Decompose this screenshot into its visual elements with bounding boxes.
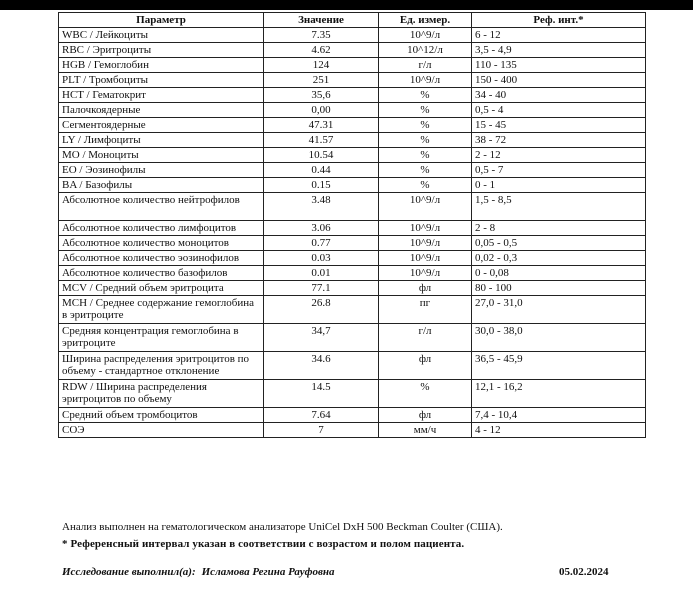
cell-unit: % (379, 133, 472, 148)
cell-reference: 0 - 1 (472, 178, 646, 193)
cell-unit: фл (379, 408, 472, 423)
top-edge-bar (0, 0, 693, 10)
performed-by-name: Исламова Регина Рауфовна (201, 566, 335, 578)
table-row (59, 236, 646, 251)
cell-reference: 30,0 - 38,0 (472, 324, 646, 352)
cell-value: 0,00 (264, 103, 379, 118)
table-row (59, 251, 646, 266)
table-row (59, 73, 646, 88)
cell-value: 0.44 (264, 163, 379, 178)
table-row (59, 148, 646, 163)
table-row (59, 88, 646, 103)
cell-reference: 2 - 8 (472, 221, 646, 236)
table-row (59, 28, 646, 43)
cell-unit: фл (379, 281, 472, 296)
cell-value: 47.31 (264, 118, 379, 133)
table-row (59, 408, 646, 423)
table-row (59, 296, 646, 324)
cell-reference: 6 - 12 (472, 28, 646, 43)
cell-reference: 36,5 - 45,9 (472, 352, 646, 380)
cell-unit: фл (379, 352, 472, 380)
cell-parameter: WBC / Лейкоциты (59, 28, 264, 43)
header-value: Значение (264, 13, 379, 28)
cell-parameter: Средняя концентрация гемоглобина в эритроците (59, 324, 264, 352)
cell-value: 7 (264, 423, 379, 438)
cell-reference: 7,4 - 10,4 (472, 408, 646, 423)
cell-parameter: EO / Эозинофилы (59, 163, 264, 178)
cell-parameter: PLT / Тромбоциты (59, 73, 264, 88)
cell-reference: 1,5 - 8,5 (472, 193, 646, 221)
cell-reference: 0,05 - 0,5 (472, 236, 646, 251)
table-row (59, 423, 646, 438)
cell-unit: 10^9/л (379, 73, 472, 88)
cell-value: 0.01 (264, 266, 379, 281)
cell-reference: 34 - 40 (472, 88, 646, 103)
cell-unit: % (379, 163, 472, 178)
cell-unit: 10^9/л (379, 221, 472, 236)
table-row (59, 281, 646, 296)
cell-value: 4.62 (264, 43, 379, 58)
results-table-body (59, 28, 646, 438)
cell-reference: 15 - 45 (472, 118, 646, 133)
table-row (59, 266, 646, 281)
cell-value: 3.48 (264, 193, 379, 221)
analyzer-note: Анализ выполнен на гематологическом анализаторе UniCel DxH 500 Beckman Coulter (США). (62, 521, 503, 533)
cell-parameter: Сегментоядерные (59, 118, 264, 133)
table-row (59, 352, 646, 380)
cell-parameter: HCT / Гематокрит (59, 88, 264, 103)
table-row (59, 163, 646, 178)
cell-parameter: Абсолютное количество лимфоцитов (59, 221, 264, 236)
cell-value: 7.35 (264, 28, 379, 43)
cell-value: 251 (264, 73, 379, 88)
cell-unit: % (379, 88, 472, 103)
cell-reference: 27,0 - 31,0 (472, 296, 646, 324)
cell-parameter: RBC / Эритроциты (59, 43, 264, 58)
cell-unit: 10^9/л (379, 193, 472, 221)
cell-unit: пг (379, 296, 472, 324)
cell-value: 34,7 (264, 324, 379, 352)
performed-by-label: Исследование выполнил(а): (62, 566, 196, 578)
cell-unit: % (379, 118, 472, 133)
table-header-row (59, 13, 646, 28)
cell-value: 0.03 (264, 251, 379, 266)
cell-parameter: Абсолютное количество нейтрофилов (59, 193, 264, 221)
cell-parameter: Абсолютное количество моноцитов (59, 236, 264, 251)
table-row (59, 221, 646, 236)
cell-unit: % (379, 148, 472, 163)
cell-parameter: MCV / Средний объем эритроцита (59, 281, 264, 296)
cell-parameter: MO / Моноциты (59, 148, 264, 163)
table-row (59, 380, 646, 408)
cell-unit: 10^12/л (379, 43, 472, 58)
cell-unit: 10^9/л (379, 28, 472, 43)
cell-value: 0.15 (264, 178, 379, 193)
cell-parameter: Средний объем тромбоцитов (59, 408, 264, 423)
cell-parameter: Абсолютное количество эозинофилов (59, 251, 264, 266)
table-row (59, 103, 646, 118)
cell-unit: % (379, 103, 472, 118)
cell-value: 26.8 (264, 296, 379, 324)
cell-reference: 110 - 135 (472, 58, 646, 73)
table-row (59, 58, 646, 73)
cell-parameter: Палочкоядерные (59, 103, 264, 118)
table-row (59, 178, 646, 193)
cell-value: 34.6 (264, 352, 379, 380)
cell-value: 0.77 (264, 236, 379, 251)
report-date: 05.02.2024 (559, 566, 609, 578)
cell-value: 124 (264, 58, 379, 73)
cell-value: 3.06 (264, 221, 379, 236)
table-row (59, 133, 646, 148)
header-parameter: Параметр (59, 13, 264, 28)
cell-reference: 12,1 - 16,2 (472, 380, 646, 408)
header-unit: Ед. измер. (379, 13, 472, 28)
cell-value: 35,6 (264, 88, 379, 103)
cell-reference: 0,5 - 4 (472, 103, 646, 118)
cell-unit: 10^9/л (379, 236, 472, 251)
cell-unit: г/л (379, 58, 472, 73)
cell-reference: 4 - 12 (472, 423, 646, 438)
cell-reference: 150 - 400 (472, 73, 646, 88)
cell-reference: 80 - 100 (472, 281, 646, 296)
cell-unit: 10^9/л (379, 266, 472, 281)
cell-unit: 10^9/л (379, 251, 472, 266)
cell-parameter: MCH / Среднее содержание гемоглобина в эритроците (59, 296, 264, 324)
cell-value: 10.54 (264, 148, 379, 163)
cell-parameter: СОЭ (59, 423, 264, 438)
cell-reference: 0,5 - 7 (472, 163, 646, 178)
cell-unit: % (379, 380, 472, 408)
cell-reference: 0 - 0,08 (472, 266, 646, 281)
table-row (59, 324, 646, 352)
cell-reference: 2 - 12 (472, 148, 646, 163)
cell-unit: мм/ч (379, 423, 472, 438)
cell-parameter: HGB / Гемоглобин (59, 58, 264, 73)
table-row (59, 118, 646, 133)
cell-parameter: Абсолютное количество базофилов (59, 266, 264, 281)
cell-parameter: LY / Лимфоциты (59, 133, 264, 148)
table-row (59, 193, 646, 221)
cell-unit: г/л (379, 324, 472, 352)
cell-reference: 38 - 72 (472, 133, 646, 148)
performed-by (62, 566, 335, 578)
cell-parameter: BA / Базофилы (59, 178, 264, 193)
cell-value: 77.1 (264, 281, 379, 296)
header-reference: Реф. инт.* (472, 13, 646, 28)
results-table (58, 12, 646, 438)
cell-parameter: Ширина распределения эритроцитов по объему - стандартное отклонение (59, 352, 264, 380)
cell-value: 41.57 (264, 133, 379, 148)
table-row (59, 43, 646, 58)
reference-note: * Референсный интервал указан в соответствии с возрастом и полом пациента. (62, 538, 465, 550)
cell-value: 7.64 (264, 408, 379, 423)
cell-unit: % (379, 178, 472, 193)
cell-reference: 3,5 - 4,9 (472, 43, 646, 58)
cell-reference: 0,02 - 0,3 (472, 251, 646, 266)
cell-value: 14.5 (264, 380, 379, 408)
cell-parameter: RDW / Ширина распределения эритроцитов по объему (59, 380, 264, 408)
